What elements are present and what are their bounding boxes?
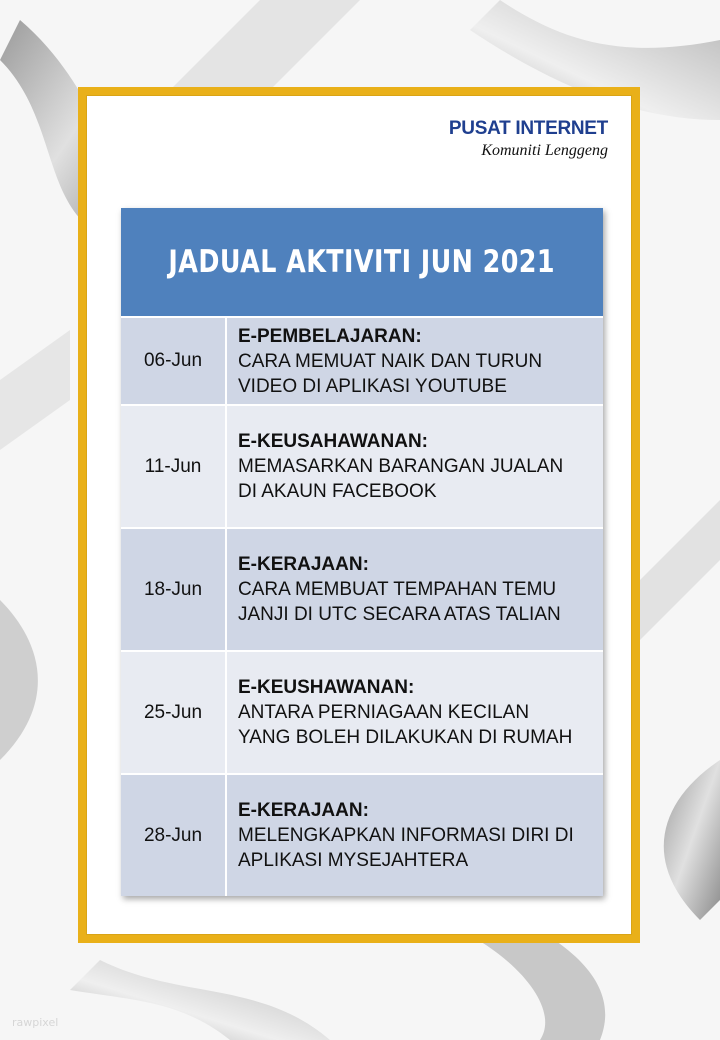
row-text: CARA MEMUAT NAIK DAN TURUN VIDEO DI APLIKASI YOUTUBE bbox=[238, 350, 543, 397]
row-category: E-KERAJAAN: bbox=[238, 554, 369, 575]
row-category: E-PEMBELAJARAN: bbox=[238, 325, 422, 347]
logo bbox=[436, 118, 608, 160]
row-text: MELENGKAPKAN INFORMASI DIRI DI APLIKASI MYSEJAHTERA bbox=[238, 825, 574, 871]
row-category: E-KEUSHAWANAN: bbox=[238, 677, 415, 698]
row-date: 06-Jun bbox=[121, 318, 227, 404]
table-row bbox=[121, 316, 603, 404]
row-description bbox=[227, 529, 603, 650]
schedule-header bbox=[121, 208, 603, 316]
row-description bbox=[227, 775, 603, 896]
schedule-title: JADUAL AKTIVITI JUN 2021 bbox=[168, 244, 556, 280]
row-category: E-KERAJAAN: bbox=[238, 800, 369, 821]
row-description bbox=[227, 406, 603, 527]
table-row bbox=[121, 527, 603, 650]
row-description bbox=[227, 318, 603, 404]
logo-subtitle: Komuniti Lenggeng bbox=[481, 142, 608, 159]
row-text: MEMASARKAN BARANGAN JUALAN DI AKAUN FACEBOOK bbox=[238, 456, 564, 502]
table-row bbox=[121, 773, 603, 896]
table-row bbox=[121, 650, 603, 773]
schedule-table bbox=[121, 208, 603, 896]
row-text: CARA MEMBUAT TEMPAHAN TEMU JANJI DI UTC SECARA ATAS TALIAN bbox=[238, 579, 561, 625]
watermark: rawpixel bbox=[12, 1016, 59, 1029]
row-description bbox=[227, 652, 603, 773]
row-date: 11-Jun bbox=[121, 406, 227, 527]
row-date: 25-Jun bbox=[121, 652, 227, 773]
row-date: 28-Jun bbox=[121, 775, 227, 896]
row-category: E-KEUSAHAWANAN: bbox=[238, 431, 428, 452]
row-date: 18-Jun bbox=[121, 529, 227, 650]
row-text: ANTARA PERNIAGAAN KECILAN YANG BOLEH DILAKUKAN DI RUMAH bbox=[238, 702, 573, 748]
logo-title: PUSAT INTERNET bbox=[448, 118, 608, 139]
table-row bbox=[121, 404, 603, 527]
